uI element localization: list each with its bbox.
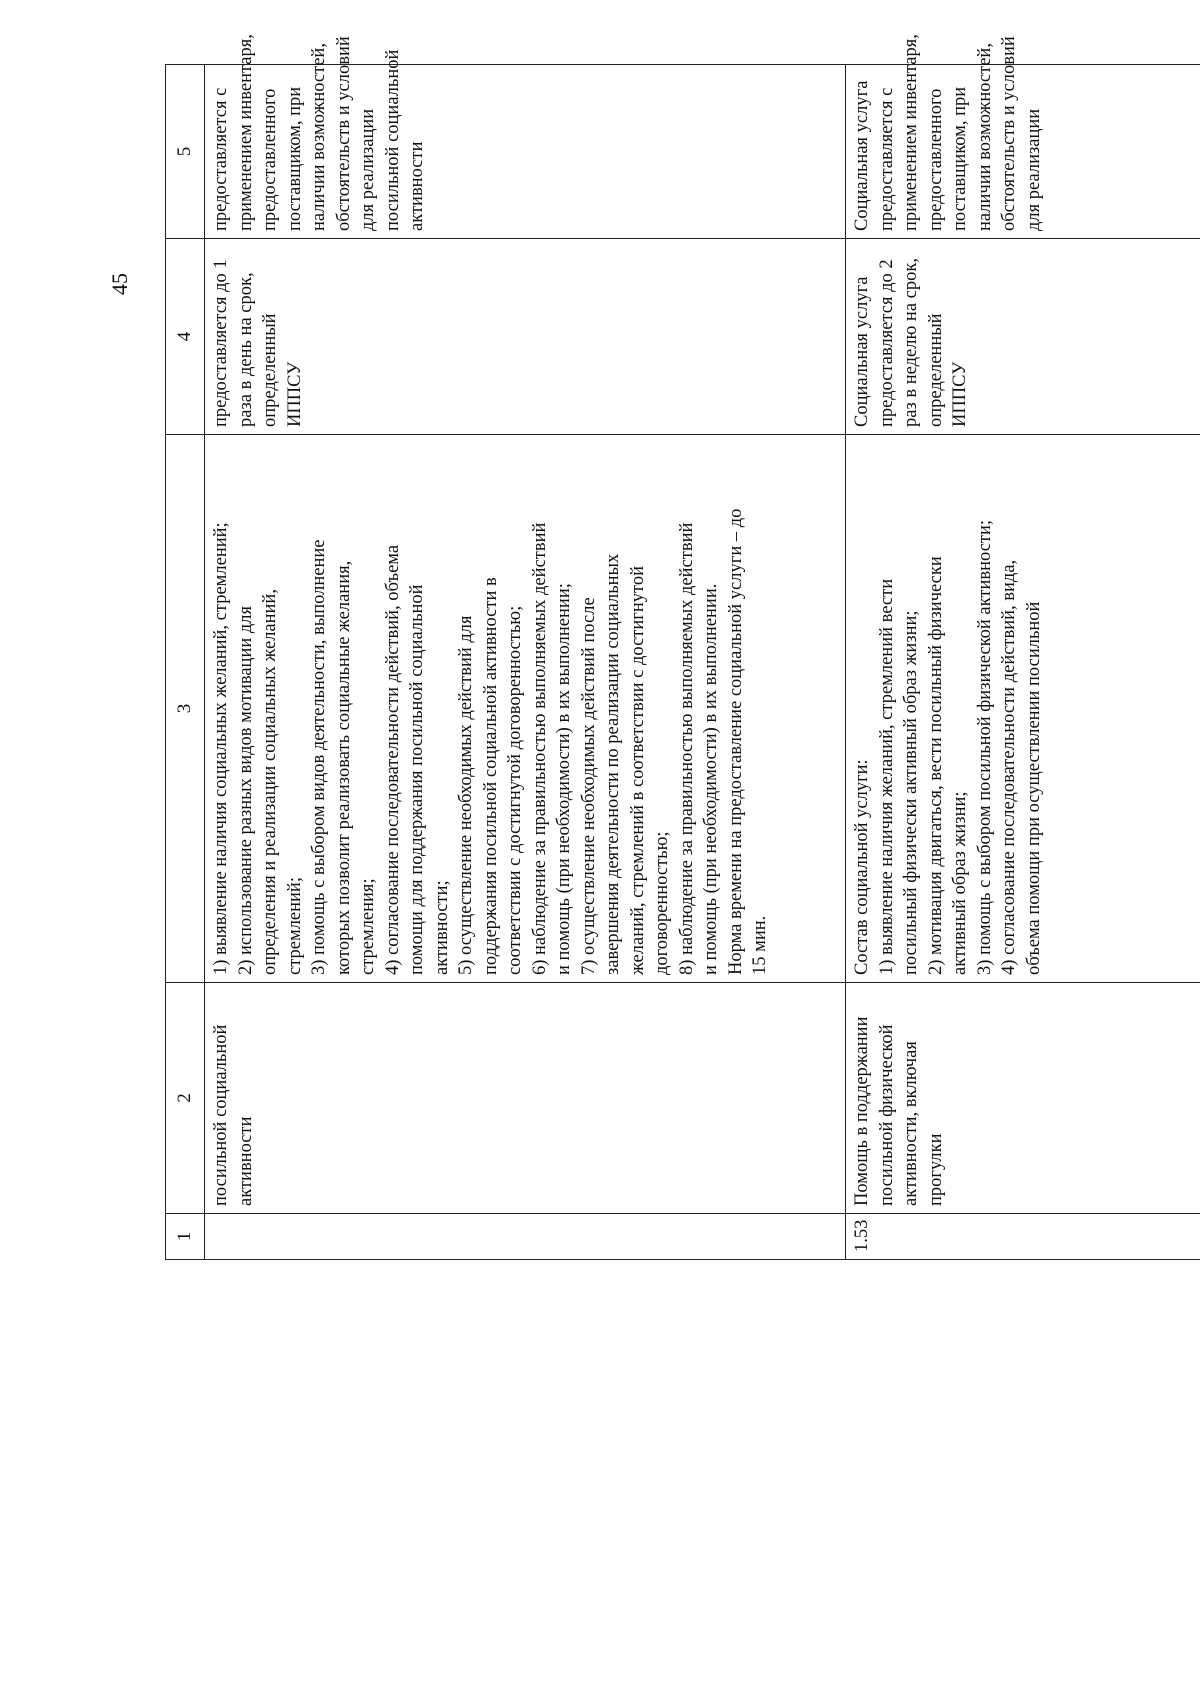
text-line: 15 мин.: [750, 915, 770, 975]
text-line: Социальная услуга: [852, 276, 872, 427]
table-row: [846, 65, 1200, 1260]
text-line: соответствии с достигнутой договоренностью;: [505, 605, 525, 975]
service-frequency: [846, 239, 1200, 435]
text-line: договоренностью;: [652, 831, 672, 975]
page-number: 45: [107, 273, 132, 295]
text-line: обстоятельств и условий: [333, 36, 354, 231]
text-line: Помощь в поддержании: [852, 1016, 872, 1206]
text-line: обстоятельств и условий: [999, 36, 1019, 231]
text-line: 3) помощь с выбором видов деятельности, выполнение: [309, 539, 329, 975]
text-line: 8) наблюдение за правильностью выполняемых действий: [676, 522, 697, 975]
text-line: Состав социальной услуги:: [852, 759, 872, 975]
service-frequency: [205, 239, 846, 435]
text-line: наличии возможностей,: [974, 43, 995, 231]
text-line: завершения деятельности по реализации социальных: [603, 553, 623, 975]
text-line: 1) выявление наличия социальных желаний, стремлений;: [211, 522, 231, 975]
text-line: применением инвентаря,: [901, 34, 921, 231]
text-line: активности;: [431, 880, 452, 975]
header-col-2: 2: [166, 983, 205, 1214]
text-line: предоставленного: [260, 88, 280, 231]
service-name: [846, 983, 1200, 1214]
text-line: посильной физической: [876, 1024, 897, 1206]
text-line: которых позволит реализовать социальные желания,: [333, 560, 354, 975]
text-line: активности: [235, 1116, 256, 1206]
text-line: определения и реализации социальных желаний,: [260, 589, 280, 975]
text-line: предоставляется с: [876, 87, 897, 231]
text-line: 7) осуществление необходимых действий после: [578, 597, 599, 975]
text-line: желаний, стремлений в соответствии с достигнутой: [627, 565, 648, 975]
text-line: активный образ жизни;: [950, 791, 970, 975]
service-conditions: [205, 34, 846, 239]
services-table: [165, 34, 1200, 1260]
text-line: Социальная услуга: [852, 80, 872, 231]
header-col-3: 3: [166, 435, 205, 983]
text-line: 3) помощь с выбором посильной физической активности;: [974, 519, 995, 975]
header-col-5: 5: [166, 65, 205, 239]
text-line: применением инвентаря,: [235, 34, 256, 231]
text-line: предоставляется до 2: [876, 259, 897, 427]
text-line: стремления;: [358, 878, 378, 975]
header-col-4: 4: [166, 239, 205, 435]
text-line: ИППСУ: [950, 361, 970, 427]
text-line: 4) согласование последовательности действий, объема: [382, 544, 403, 975]
text-line: определенный: [925, 313, 946, 427]
text-line: объема помощи при осуществлении посильной: [1023, 601, 1044, 975]
service-content: [205, 435, 846, 983]
service-content: [846, 435, 1200, 983]
text-line: поставщиком, при: [284, 86, 305, 231]
row-number: [205, 1214, 846, 1260]
table-row: [205, 65, 846, 1260]
text-line: посильный физически активный образ жизни;: [901, 610, 921, 975]
rotated-page-content: [165, 34, 1200, 1260]
text-line: 1) выявление наличия желаний, стремлений вести: [876, 578, 897, 975]
text-line: 6) наблюдение за правильностью выполняемых действий: [529, 522, 550, 975]
text-line: и помощь (при необходимости) в их выполнении.: [701, 583, 721, 975]
text-line: предоставляется с: [211, 87, 231, 231]
text-line: предоставляется до 1: [211, 259, 231, 427]
text-line: раз в неделю на срок,: [901, 258, 921, 427]
header-row: [166, 65, 205, 1260]
text-line: посильной социальной: [382, 49, 403, 231]
text-line: для реализации: [358, 108, 378, 231]
text-line: активности: [407, 141, 427, 231]
text-line: 2) мотивация двигаться, вести посильный физически: [925, 556, 946, 975]
text-line: и помощь (при необходимости) в их выполнении;: [554, 583, 574, 975]
text-line: раза в день на срок,: [235, 272, 256, 427]
text-line: Норма времени на предоставление социальной услуги – до: [725, 508, 746, 975]
text-line: 5) осуществление необходимых действий для: [456, 615, 476, 975]
text-line: поддержания посильной социальной активности в: [480, 577, 501, 975]
service-conditions: [846, 34, 1200, 239]
service-name: [205, 983, 846, 1214]
text-line: посильной социальной: [211, 1024, 231, 1206]
text-line: активности, включая: [901, 1041, 921, 1206]
text-line: наличии возможностей,: [309, 43, 329, 231]
header-col-1: 1: [166, 1214, 205, 1260]
text-line: 2) использование разных видов мотивации для: [235, 605, 256, 975]
text-line: помощи для поддержания посильной социальной: [407, 584, 427, 975]
text-line: стремлений;: [284, 877, 305, 975]
text-line: прогулки: [925, 1133, 946, 1206]
text-line: ИППСУ: [284, 361, 305, 427]
row-number: 1.53: [846, 1214, 1200, 1260]
text-line: для реализации: [1023, 108, 1044, 231]
text-line: определенный: [260, 313, 280, 427]
text-line: 4) согласование последовательности действий, вида,: [999, 559, 1019, 975]
text-line: поставщиком, при: [950, 86, 970, 231]
text-line: предоставленного: [925, 88, 946, 231]
